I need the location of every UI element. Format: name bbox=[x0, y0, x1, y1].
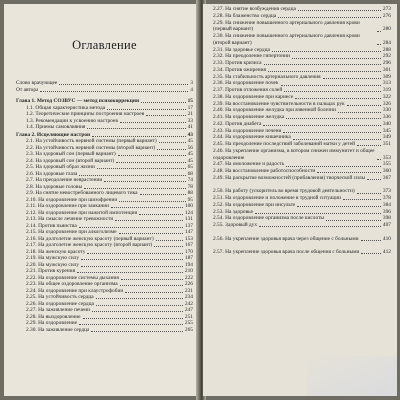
page-corner-shadow bbox=[307, 356, 397, 396]
toc-entry-page-number: 4 bbox=[190, 86, 193, 93]
toc-entry-page-number: 410 bbox=[382, 235, 391, 242]
toc-entry-title: 2.23. На общее оздоровление организма bbox=[26, 281, 118, 287]
toc-leader-dots bbox=[92, 136, 185, 137]
toc-leader-dots bbox=[283, 132, 381, 133]
toc-leader-dots bbox=[361, 240, 381, 241]
toc-entry-page-number: 153 bbox=[184, 235, 193, 242]
left-page-top-space bbox=[16, 10, 193, 80]
right-toc-entry bbox=[213, 242, 391, 256]
toc-entry-title: 2.14. Против пьянства bbox=[26, 222, 77, 229]
toc-entry-title: 2.41. На оздоровление желудка bbox=[213, 114, 285, 120]
left-toc-entry bbox=[16, 327, 193, 334]
toc-entry-title: Глава 1. Метод СОЗВУС — метод психокоррекции bbox=[16, 98, 140, 104]
toc-entry-title: 2.43. На оздоровление печени bbox=[213, 127, 282, 134]
toc-entry-page-number: 255 bbox=[184, 320, 193, 326]
toc-entry-page-number: 147 bbox=[184, 229, 193, 235]
toc-entry-title: 2.53. На здоровье bbox=[213, 208, 254, 215]
toc-leader-dots bbox=[87, 253, 183, 254]
toc-entry-page-number: 296 bbox=[382, 60, 391, 66]
toc-entry-title: 2.38. На оздоровление при кариесе bbox=[213, 93, 294, 100]
toc-leader-dots bbox=[40, 91, 188, 92]
toc-entry-page-number: 226 bbox=[184, 281, 193, 287]
toc-leader-dots bbox=[92, 311, 183, 312]
toc-leader-dots bbox=[255, 213, 381, 214]
toc-entry-page-number: 353 bbox=[382, 154, 391, 161]
toc-entry-page-number: 56 bbox=[187, 144, 193, 151]
toc-leader-dots bbox=[146, 115, 185, 116]
toc-title: Оглавление bbox=[72, 38, 137, 52]
toc-entry-page-number: 384 bbox=[382, 201, 391, 208]
toc-entry-title: 2.30. На заживление сердца bbox=[26, 326, 90, 333]
toc-entry-page-number: 222 bbox=[184, 274, 193, 281]
toc-entry-title: 2.3. На здоровый сон (первый вариант) bbox=[26, 151, 116, 157]
toc-leader-dots bbox=[96, 305, 183, 306]
toc-leader-dots bbox=[367, 179, 381, 180]
toc-entry-page-number: 330 bbox=[382, 107, 391, 114]
right-toc-entry bbox=[213, 74, 391, 81]
toc-leader-dots bbox=[59, 84, 188, 85]
toc-entry-page-number: 280 bbox=[382, 26, 391, 33]
toc-entry-page-number: 398 bbox=[382, 215, 391, 222]
toc-entry-page-number: 234 bbox=[184, 294, 193, 300]
toc-entry-page-number: 78 bbox=[187, 183, 193, 190]
toc-entry-page-number: 88 bbox=[187, 190, 193, 196]
toc-entry-title: 2.28. На блаженство сердца bbox=[213, 12, 277, 19]
toc-leader-dots bbox=[323, 78, 381, 79]
toc-entry-title: 2.45. На преодоление последствий заболеваний матки у детей bbox=[213, 141, 355, 147]
toc-entry-page-number: 247 bbox=[184, 307, 193, 313]
toc-entry-page-number: 396 bbox=[382, 208, 391, 215]
toc-leader-dots bbox=[259, 226, 381, 227]
toc-entry-title: 1.1. Общая характеристика метода bbox=[26, 104, 106, 111]
right-toc-entry bbox=[213, 128, 391, 135]
toc-entry-page-number: 43 bbox=[187, 131, 193, 138]
toc-leader-dots bbox=[326, 220, 381, 221]
toc-entry-title: 2.47. На омоложение и радость bbox=[213, 161, 285, 168]
toc-entry-page-number: 3 bbox=[190, 80, 193, 86]
toc-entry-title: 2.34. Против ожирения bbox=[213, 66, 266, 73]
toc-leader-dots bbox=[338, 112, 381, 113]
toc-entry-page-number: 378 bbox=[382, 195, 391, 201]
right-toc-entry bbox=[213, 209, 391, 216]
toc-leader-dots bbox=[357, 145, 381, 146]
toc-entry-title: 2.27. На снятие возбуждения сердца bbox=[213, 6, 296, 12]
right-toc-list bbox=[213, 6, 391, 256]
right-page bbox=[203, 4, 397, 396]
toc-leader-dots bbox=[118, 155, 186, 156]
toc-leader-dots bbox=[281, 85, 381, 86]
toc-entry-title: 2.29. На снижение повышенного артериального давления крови (первый вариант) bbox=[213, 19, 360, 33]
toc-entry-page-number: 74 bbox=[187, 177, 193, 183]
toc-entry-title: 2.19. На мужскую силу bbox=[26, 255, 80, 261]
toc-leader-dots bbox=[264, 64, 381, 65]
toc-entry-title: 2.15. На оздоровление при алкоголизме bbox=[26, 229, 117, 235]
right-toc-entry bbox=[213, 141, 391, 148]
toc-leader-dots bbox=[79, 324, 183, 325]
toc-leader-dots bbox=[120, 285, 183, 286]
right-toc-entry bbox=[213, 229, 391, 243]
toc-leader-dots bbox=[317, 172, 381, 173]
toc-entry-title: 2.9. На снятие невостребованного лицевого тика bbox=[26, 190, 138, 196]
toc-entry-title: 2.27. На заживление печени bbox=[26, 307, 90, 313]
toc-leader-dots bbox=[97, 168, 186, 169]
toc-entry-page-number: 276 bbox=[382, 12, 391, 19]
toc-leader-dots bbox=[377, 44, 381, 45]
toc-entry-title: 2.30. На снижение повышенного артериального давления крови (второй вариант) bbox=[213, 33, 360, 46]
toc-entry-title: 2.25. На устойчивость сердца bbox=[26, 294, 94, 300]
toc-entry-page-number: 340 bbox=[382, 120, 391, 127]
toc-entry-title: 2.5. На здоровый образ жизни bbox=[26, 164, 95, 170]
toc-entry-page-number: 45 bbox=[187, 138, 193, 144]
toc-leader-dots bbox=[268, 71, 381, 72]
toc-leader-dots bbox=[107, 109, 186, 110]
toc-entry-title: 2.17. На долголетие женскую красоту (второй вариант) bbox=[26, 242, 153, 248]
right-toc-entry bbox=[213, 94, 391, 101]
toc-entry-page-number: 15 bbox=[187, 98, 193, 104]
right-toc-entry bbox=[213, 53, 391, 60]
right-toc-entry bbox=[213, 121, 391, 128]
toc-leader-dots bbox=[377, 159, 381, 160]
toc-leader-dots bbox=[121, 279, 183, 280]
toc-entry-title: 2.50. На работу (ускоритель во время трудовой деятельности) bbox=[213, 188, 355, 195]
toc-leader-dots bbox=[91, 331, 182, 332]
toc-entry-page-number: 412 bbox=[382, 249, 391, 255]
toc-entry-page-number: 21 bbox=[187, 111, 193, 117]
toc-entry-page-number: 309 bbox=[382, 73, 391, 80]
right-toc-entry bbox=[213, 114, 391, 121]
right-toc-entry bbox=[213, 168, 391, 175]
toc-entry-title: 1.2. Теоретические принципы построения настроев bbox=[26, 111, 145, 117]
right-toc-entry bbox=[213, 134, 391, 141]
toc-entry-page-number: 349 bbox=[382, 134, 391, 141]
toc-leader-dots bbox=[377, 31, 381, 32]
toc-leader-dots bbox=[81, 259, 183, 260]
spacer bbox=[16, 93, 193, 97]
toc-entry-title: Глава 2. Исцеляющие настрои bbox=[16, 131, 91, 138]
right-toc-entry bbox=[213, 195, 391, 202]
toc-leader-dots bbox=[119, 233, 183, 234]
toc-entry-title: 2.36. На оздоровление почек bbox=[213, 80, 279, 87]
toc-leader-dots bbox=[79, 175, 185, 176]
toc-leader-dots bbox=[87, 128, 185, 129]
toc-leader-dots bbox=[79, 227, 183, 228]
toc-leader-dots bbox=[104, 181, 185, 182]
toc-entry-title: 2.26. На оздоровление сердца bbox=[26, 300, 94, 307]
toc-leader-dots bbox=[156, 240, 183, 241]
toc-entry-title: 2.48. На восстановление работоспособности bbox=[213, 168, 316, 174]
toc-entry-page-number: 242 bbox=[184, 300, 193, 307]
toc-entry-title: 2.29. На оздоровление bbox=[26, 320, 78, 326]
toc-entry-title: 2.46. На укрепление организма, в котором снижен иммунитет и общее оздоровление bbox=[213, 148, 375, 161]
toc-entry-title: 2.4. На здоровый сон (второй вариант) bbox=[26, 157, 115, 164]
right-toc-entry bbox=[213, 20, 391, 34]
toc-entry-page-number: 65 bbox=[187, 164, 193, 170]
toc-entry-page-number: 167 bbox=[184, 242, 193, 248]
toc-entry-title: 2.52. На оздоровление при инсульте bbox=[213, 201, 296, 208]
right-toc-entry bbox=[213, 101, 391, 108]
toc-entry-page-number: 187 bbox=[184, 255, 193, 261]
toc-leader-dots bbox=[84, 188, 186, 189]
right-toc-entry bbox=[213, 215, 391, 222]
toc-leader-dots bbox=[286, 166, 381, 167]
toc-entry-title: 2.10. На оздоровление при шизофрении bbox=[26, 196, 118, 203]
toc-leader-dots bbox=[284, 91, 381, 92]
toc-entry-title: 1.3. Рекомендации к усвоению настроев bbox=[26, 117, 118, 124]
right-toc-entry bbox=[213, 182, 391, 196]
right-toc-entry bbox=[213, 47, 391, 54]
toc-leader-dots bbox=[139, 214, 183, 215]
toc-leader-dots bbox=[157, 149, 185, 150]
toc-entry-page-number: 288 bbox=[382, 46, 391, 53]
toc-entry-page-number: 284 bbox=[382, 39, 391, 46]
toc-entry-title: 2.16. На долголетие женскую красоту (первый вариант) bbox=[26, 235, 154, 242]
toc-entry-title: 2.51. На оздоровление и положение в трудной ситуации bbox=[213, 195, 342, 201]
toc-leader-dots bbox=[278, 17, 381, 18]
toc-entry-page-number: 326 bbox=[382, 100, 391, 107]
toc-entry-title: 2.12. На оздоровление при нажитой импотенции bbox=[26, 209, 138, 216]
toc-entry-title: 2.56. На укрепление здоровья врача через общение с больными bbox=[213, 235, 359, 242]
toc-leader-dots bbox=[293, 139, 381, 140]
toc-entry-page-number: 194 bbox=[184, 261, 193, 268]
toc-entry-title: 2.33. Против кризиса bbox=[213, 60, 262, 66]
toc-leader-dots bbox=[297, 206, 380, 207]
toc-entry-page-number: 17 bbox=[187, 104, 193, 111]
toc-leader-dots bbox=[272, 51, 381, 52]
toc-entry-title: 2.55. Здоровый дух bbox=[213, 222, 258, 228]
toc-entry-title: 2.40. На оздоровление желудка при язвенной болезни bbox=[213, 107, 336, 114]
toc-entry-page-number: 292 bbox=[382, 53, 391, 60]
toc-leader-dots bbox=[154, 246, 183, 247]
right-toc-entry bbox=[213, 60, 391, 67]
toc-entry-page-number: 137 bbox=[184, 222, 193, 229]
toc-entry-title: 2.37. Против отложения солей bbox=[213, 87, 283, 93]
toc-entry-title: 2.18. На женскую красоту bbox=[26, 248, 86, 255]
toc-entry-page-number: 351 bbox=[382, 141, 391, 147]
toc-entry-title: 2.35. На стабильность артериального давления bbox=[213, 73, 321, 80]
toc-entry-title: 2.32. На преодоление гипертонии bbox=[213, 53, 290, 60]
toc-leader-dots bbox=[295, 98, 381, 99]
toc-leader-dots bbox=[116, 162, 185, 163]
right-toc-entry bbox=[213, 33, 391, 47]
toc-leader-dots bbox=[111, 207, 183, 208]
toc-entry-title: 2.6. На здоровые глаза bbox=[26, 170, 78, 177]
toc-entry-title: 1.4. Приемы самовлияния bbox=[26, 124, 86, 130]
toc-leader-dots bbox=[119, 201, 185, 202]
toc-entry-page-number: 95 bbox=[187, 196, 193, 203]
right-toc-entry bbox=[213, 202, 391, 209]
toc-entry-title: 2.8. На здоровые головы bbox=[26, 183, 83, 190]
toc-entry-page-number: 367 bbox=[382, 174, 391, 181]
toc-entry-title: 2.11. На оздоровление при заикании bbox=[26, 203, 109, 209]
toc-entry-page-number: 100 bbox=[184, 203, 193, 209]
toc-entry-page-number: 45 bbox=[187, 151, 193, 157]
toc-entry-title: 2.42. Против диабета bbox=[213, 120, 262, 127]
right-toc-entry bbox=[213, 6, 391, 13]
left-toc-entry bbox=[16, 124, 193, 131]
toc-leader-dots bbox=[81, 266, 183, 267]
toc-leader-dots bbox=[357, 193, 381, 194]
right-toc-entry bbox=[213, 161, 391, 168]
toc-entry-title: От автора bbox=[16, 86, 39, 93]
toc-entry-page-number: 273 bbox=[382, 6, 391, 12]
toc-leader-dots bbox=[140, 194, 186, 195]
toc-entry-page-number: 319 bbox=[382, 87, 391, 93]
toc-entry-title: 2.57. На укрепление здоровья врача после общения с больными bbox=[213, 249, 360, 256]
toc-leader-dots bbox=[77, 272, 183, 273]
toc-entry-title: 2.39. На восстановление чувствительности в пальцах рук bbox=[213, 100, 345, 107]
right-toc-entry bbox=[213, 67, 391, 74]
toc-entry-page-number: 265 bbox=[184, 326, 193, 333]
right-toc-entry bbox=[213, 175, 391, 182]
right-toc-entry bbox=[213, 222, 391, 229]
toc-entry-page-number: 355 bbox=[382, 161, 391, 168]
toc-leader-dots bbox=[115, 220, 183, 221]
right-toc-entry bbox=[213, 107, 391, 114]
toc-entry-page-number: 33 bbox=[187, 117, 193, 124]
toc-leader-dots bbox=[286, 118, 381, 119]
toc-entry-page-number: 210 bbox=[184, 268, 193, 274]
toc-leader-dots bbox=[361, 253, 381, 254]
toc-leader-dots bbox=[263, 125, 381, 126]
toc-entry-title: 2.28. На выздоровление bbox=[26, 313, 81, 320]
left-toc-list bbox=[16, 80, 193, 333]
toc-leader-dots bbox=[292, 58, 381, 59]
toc-entry-page-number: 301 bbox=[382, 66, 391, 73]
toc-leader-dots bbox=[96, 298, 183, 299]
toc-entry-title: 2.21. Против курения bbox=[26, 268, 76, 274]
toc-leader-dots bbox=[347, 105, 381, 106]
toc-entry-page-number: 251 bbox=[184, 313, 193, 320]
toc-entry-page-number: 131 bbox=[184, 216, 193, 222]
right-toc-entry bbox=[213, 13, 391, 20]
toc-leader-dots bbox=[141, 102, 186, 103]
toc-entry-page-number: 407 bbox=[382, 222, 391, 228]
toc-entry-page-number: 313 bbox=[382, 80, 391, 87]
toc-entry-page-number: 336 bbox=[382, 114, 391, 120]
toc-entry-title: 2.2. На устойчивость нервной системы (второй вариант) bbox=[26, 144, 156, 151]
toc-leader-dots bbox=[159, 142, 186, 143]
toc-entry-title: 2.13. На смысле лечение тревожности bbox=[26, 216, 114, 222]
toc-entry-title: 2.7. На преодоление неврастении bbox=[26, 177, 103, 183]
toc-entry-title: 2.22. На оздоровление системы дыхания bbox=[26, 274, 119, 281]
toc-entry-title: 2.20. На мужскую силу bbox=[26, 261, 80, 268]
right-toc-entry bbox=[213, 80, 391, 87]
toc-entry-title: 2.1. На устойчивость нервной системы (первый вариант) bbox=[26, 138, 157, 144]
toc-entry-page-number: 360 bbox=[382, 168, 391, 174]
toc-entry-title: 2.44. На оздоровление кишечника bbox=[213, 134, 291, 141]
toc-entry-title: 2.24. На оздоровление при клаустрофобии bbox=[26, 287, 124, 294]
toc-entry-page-number: 373 bbox=[382, 188, 391, 195]
toc-leader-dots bbox=[343, 199, 381, 200]
toc-leader-dots bbox=[125, 292, 183, 293]
toc-entry-page-number: 322 bbox=[382, 93, 391, 100]
toc-entry-page-number: 231 bbox=[184, 287, 193, 294]
toc-entry-page-number: 345 bbox=[382, 127, 391, 134]
toc-entry-page-number: 41 bbox=[187, 124, 193, 130]
left-page bbox=[4, 4, 199, 396]
toc-entry-page-number: 170 bbox=[184, 248, 193, 255]
toc-entry-title: 2.54. На оздоровление организма после кислоты bbox=[213, 215, 325, 222]
toc-leader-dots bbox=[298, 10, 381, 11]
right-toc-entry bbox=[213, 87, 391, 94]
toc-entry-page-number: 68 bbox=[187, 170, 193, 177]
toc-entry-title: Слово врачующее bbox=[16, 80, 58, 86]
toc-entry-page-number: 124 bbox=[184, 209, 193, 216]
toc-leader-dots bbox=[120, 122, 186, 123]
toc-entry-title: 2.31. На здоровье сердца bbox=[213, 46, 270, 53]
toc-entry-title: 2.49. На раскрытие возможностей (прибавления) творческой силы bbox=[213, 174, 366, 181]
toc-entry-page-number: 45 bbox=[187, 157, 193, 164]
toc-leader-dots bbox=[83, 318, 183, 319]
right-toc-entry bbox=[213, 148, 391, 162]
